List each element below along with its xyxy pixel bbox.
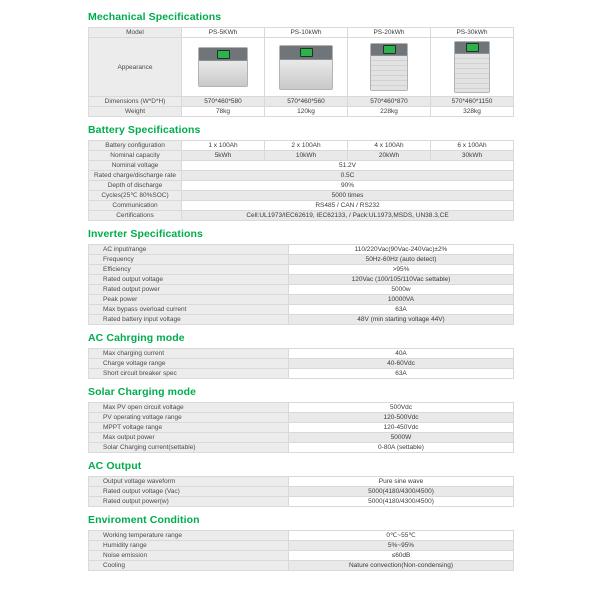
- appearance-row: [89, 38, 514, 97]
- unit-body: [280, 60, 332, 89]
- spec-value: 48V (min starting voltage 44V): [289, 315, 514, 325]
- spec-value: 5kWh: [182, 151, 265, 161]
- spec-row: [89, 201, 514, 211]
- spec-label: Max PV open circuit voltage: [89, 403, 289, 413]
- spec-value: 63A: [289, 369, 514, 379]
- spec-row: [89, 211, 514, 221]
- spec-label: MPPT voltage range: [89, 423, 289, 433]
- spec-label: Peak power: [89, 295, 289, 305]
- spec-value: 78kg: [182, 107, 265, 117]
- spec-value: 40A: [289, 349, 514, 359]
- environment-table: [88, 530, 514, 571]
- spec-label: Weight: [89, 107, 182, 117]
- unit-top-panel: [199, 48, 247, 61]
- spec-row: [89, 97, 514, 107]
- spec-value: 5000W: [289, 433, 514, 443]
- unit-body: [199, 61, 247, 86]
- spec-label: Max bypass overload current: [89, 305, 289, 315]
- section-title-ac-charging: AC Cahrging mode: [88, 332, 185, 344]
- unit-body: [371, 56, 407, 90]
- spec-value: 120Vac (100/105/110Vac settable): [289, 275, 514, 285]
- spec-label: Noise emission: [89, 551, 289, 561]
- spec-label: Output voltage waveform: [89, 477, 289, 487]
- unit-top-panel: [455, 42, 489, 54]
- spec-value: 120-450Vdc: [289, 423, 514, 433]
- spec-label: Rated output power(w): [89, 497, 289, 507]
- section-title-battery: Battery Specifications: [88, 124, 201, 136]
- spec-value: 50Hz-60Hz (auto detect): [289, 255, 514, 265]
- model-label: Model: [89, 28, 182, 38]
- spec-row: [89, 531, 514, 541]
- spec-value: 51.2V: [182, 161, 514, 171]
- spec-row: [89, 487, 514, 497]
- spec-row: [89, 349, 514, 359]
- spec-value: 1 x 100Ah: [182, 141, 265, 151]
- spec-value: 570*460*580: [182, 97, 265, 107]
- spec-value: Cell:UL1973/IEC62619, IEC62133, / Pack:UL1973,MSDS, UN38.3,CE: [182, 211, 514, 221]
- product-image-cell: [431, 38, 514, 97]
- spec-value: 0.5C: [182, 171, 514, 181]
- spec-row: [89, 369, 514, 379]
- spec-label: Cooling: [89, 561, 289, 571]
- spec-value: 0℃~55℃: [289, 531, 514, 541]
- spec-value: 228kg: [348, 107, 431, 117]
- product-image: [198, 47, 248, 87]
- spec-value: 110/220Vac(90Vac-240Vac)±2%: [289, 245, 514, 255]
- spec-row: [89, 413, 514, 423]
- unit-top-panel: [280, 46, 332, 60]
- spec-row: [89, 265, 514, 275]
- spec-label: Communication: [89, 201, 182, 211]
- spec-label: Efficiency: [89, 265, 289, 275]
- display-screen-icon: [466, 43, 479, 52]
- spec-value: 4 x 100Ah: [348, 141, 431, 151]
- spec-row: [89, 561, 514, 571]
- spec-row: [89, 433, 514, 443]
- spec-value: 0-80A (settable): [289, 443, 514, 453]
- unit-body: [455, 54, 489, 92]
- spec-label: Cycles(25℃ 80%SOC): [89, 191, 182, 201]
- spec-row: [89, 141, 514, 151]
- display-screen-icon: [217, 50, 230, 59]
- spec-label: Battery configuration: [89, 141, 182, 151]
- unit-top-panel: [371, 44, 407, 56]
- spec-value: Pure sine wave: [289, 477, 514, 487]
- spec-label: Rated output voltage: [89, 275, 289, 285]
- model-name: PS-10kWh: [265, 28, 348, 38]
- product-image-cell: [182, 38, 265, 97]
- section-title-inverter: Inverter Specifications: [88, 228, 203, 240]
- spec-row: [89, 181, 514, 191]
- spec-row: [89, 191, 514, 201]
- spec-label: AC input/range: [89, 245, 289, 255]
- spec-value: 120kg: [265, 107, 348, 117]
- spec-label: Frequency: [89, 255, 289, 265]
- spec-row: [89, 295, 514, 305]
- spec-value: 5000(4180/4300/4500): [289, 487, 514, 497]
- mechanical-table: [88, 27, 514, 117]
- display-screen-icon: [300, 48, 313, 57]
- spec-label: Certifications: [89, 211, 182, 221]
- spec-label: Humidity range: [89, 541, 289, 551]
- spec-value: 570*460*1150: [431, 97, 514, 107]
- spec-row: [89, 315, 514, 325]
- spec-value: Nature convection(Non-condensing): [289, 561, 514, 571]
- solar-charging-table: [88, 402, 514, 453]
- spec-label: Rated output power: [89, 285, 289, 295]
- spec-row: [89, 107, 514, 117]
- spec-value: 10000VA: [289, 295, 514, 305]
- spec-value: 5000w: [289, 285, 514, 295]
- spec-row: [89, 285, 514, 295]
- product-image: [370, 43, 408, 91]
- product-image: [454, 41, 490, 93]
- section-title-solar: Solar Charging mode: [88, 386, 197, 398]
- section-title-mechanical: Mechanical Specifications: [88, 11, 222, 23]
- spec-value: >95%: [289, 265, 514, 275]
- ac-charging-table: [88, 348, 514, 379]
- spec-label: Rated battery input voltage: [89, 315, 289, 325]
- spec-value: 30kWh: [431, 151, 514, 161]
- model-name: PS-20kWh: [348, 28, 431, 38]
- spec-row: [89, 443, 514, 453]
- spec-value: RS485 / CAN / RS232: [182, 201, 514, 211]
- spec-row: [89, 151, 514, 161]
- spec-value: 2 x 100Ah: [265, 141, 348, 151]
- model-name: PS-5KWh: [182, 28, 265, 38]
- product-image: [279, 45, 333, 90]
- spec-row: [89, 245, 514, 255]
- section-title-ac-output: AC Output: [88, 460, 142, 472]
- spec-row: [89, 497, 514, 507]
- section-title-environment: Enviroment Condition: [88, 514, 200, 526]
- spec-label: Nominal capacity: [89, 151, 182, 161]
- spec-row: [89, 403, 514, 413]
- spec-value: 570*460*870: [348, 97, 431, 107]
- spec-row: [89, 275, 514, 285]
- spec-label: Nominal voltage: [89, 161, 182, 171]
- battery-table: [88, 140, 514, 221]
- product-image-cell: [348, 38, 431, 97]
- spec-label: Short circuit breaker spec: [89, 369, 289, 379]
- spec-value: 5000(4180/4300/4500): [289, 497, 514, 507]
- spec-value: 90%: [182, 181, 514, 191]
- spec-value: 5%~95%: [289, 541, 514, 551]
- spec-label: Solar Charging current(settable): [89, 443, 289, 453]
- spec-row: [89, 359, 514, 369]
- spec-value: 328kg: [431, 107, 514, 117]
- spec-value: 570*460*560: [265, 97, 348, 107]
- spec-label: Charge voltage range: [89, 359, 289, 369]
- spec-row: [89, 305, 514, 315]
- appearance-label: Appearance: [89, 38, 182, 97]
- model-header-row: [89, 28, 514, 38]
- ac-output-table: [88, 476, 514, 507]
- spec-value: 20kWh: [348, 151, 431, 161]
- spec-row: [89, 171, 514, 181]
- spec-row: [89, 423, 514, 433]
- spec-row: [89, 255, 514, 265]
- spec-label: Depth of discharge: [89, 181, 182, 191]
- spec-value: ≤60dB: [289, 551, 514, 561]
- spec-value: 500Vdc: [289, 403, 514, 413]
- spec-label: Rated charge/discharge rate: [89, 171, 182, 181]
- spec-label: Max charging current: [89, 349, 289, 359]
- spec-value: 40-60Vdc: [289, 359, 514, 369]
- spec-row: [89, 477, 514, 487]
- spec-value: 5000 times: [182, 191, 514, 201]
- spec-row: [89, 161, 514, 171]
- inverter-table: [88, 244, 514, 325]
- product-image-cell: [265, 38, 348, 97]
- spec-value: 63A: [289, 305, 514, 315]
- spec-value: 6 x 100Ah: [431, 141, 514, 151]
- spec-label: Dimensions (W*D*H): [89, 97, 182, 107]
- model-name: PS-30kWh: [431, 28, 514, 38]
- spec-label: PV operating voltage range: [89, 413, 289, 423]
- spec-label: Working temperature range: [89, 531, 289, 541]
- spec-value: 10kWh: [265, 151, 348, 161]
- spec-label: Rated output voltage (Vac): [89, 487, 289, 497]
- spec-label: Max output power: [89, 433, 289, 443]
- spec-value: 120-500Vdc: [289, 413, 514, 423]
- spec-row: [89, 541, 514, 551]
- spec-row: [89, 551, 514, 561]
- display-screen-icon: [383, 45, 396, 54]
